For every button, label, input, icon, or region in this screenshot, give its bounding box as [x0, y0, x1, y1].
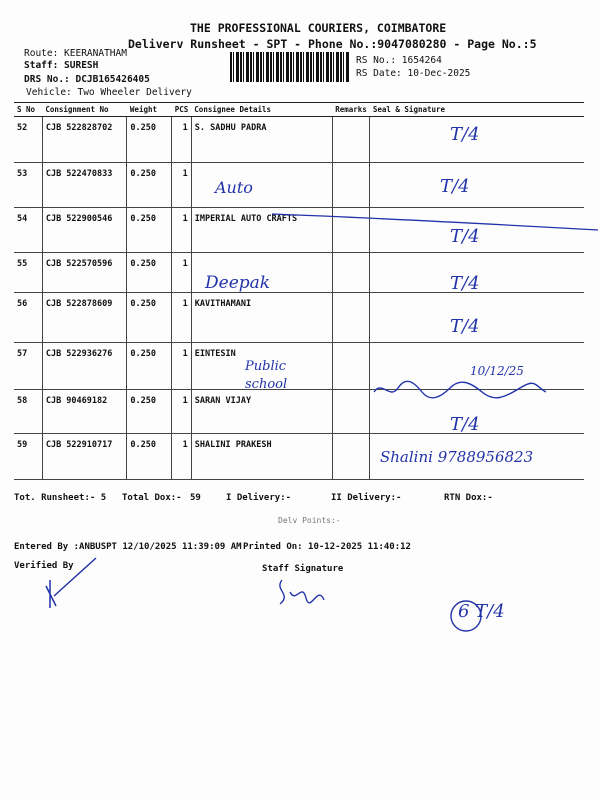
handwritten-signature: T/4: [440, 176, 470, 197]
delivery-points: Delv Points:-: [278, 516, 341, 525]
rs-number: RS No.: 1654264: [356, 55, 442, 66]
vehicle-label: Vehicle: Two Wheeler Delivery: [26, 87, 192, 98]
printed-on: Printed On: 10-12-2025 11:40:12: [243, 542, 411, 552]
row-consignment: CJB 522570596: [42, 253, 127, 293]
row-pcs: 1: [172, 208, 192, 253]
company-title: THE PROFESSIONAL COURIERS, COIMBATORE: [190, 21, 447, 35]
route-label: Route: KEERANATHAM: [24, 48, 127, 59]
handwritten-consignee: Deepak: [205, 273, 271, 293]
row-remarks: [332, 390, 370, 434]
table-row: [14, 117, 584, 163]
row-consignment: CJB 90469182: [42, 390, 127, 434]
rtn-dox: RTN Dox:-: [444, 493, 493, 503]
ii-delivery: II Delivery:-: [331, 493, 402, 503]
row-consignee: KAVITHAMANI: [191, 293, 332, 343]
verified-signature: [36, 556, 106, 612]
row-consignee: [191, 163, 332, 208]
row-weight: 0.250: [127, 208, 172, 253]
col-header-weight: Weight: [127, 103, 172, 117]
row-remarks: [332, 293, 370, 343]
row-sno: 52: [14, 117, 42, 163]
col-header-remarks: Remarks: [332, 103, 370, 117]
row-pcs: 1: [172, 343, 192, 390]
row-pcs: 1: [172, 434, 192, 480]
row-pcs: 1: [172, 117, 192, 163]
col-header-pcs: PCS: [172, 103, 192, 117]
row-consignee: SARAN VIJAY: [191, 390, 332, 434]
row-pcs: 1: [172, 253, 192, 293]
row-sno: 59: [14, 434, 42, 480]
handwritten-date: 10/12/25: [470, 364, 524, 378]
runsheet-table: [14, 102, 584, 480]
row-sno: 57: [14, 343, 42, 390]
tot-runsheet: Tot. Runsheet:- 5: [14, 493, 107, 503]
row-remarks: [332, 343, 370, 390]
col-header-sno: S No: [14, 103, 42, 117]
staff-label: Staff: SURESH: [24, 60, 99, 71]
row-consignment: CJB 522828702: [42, 117, 127, 163]
i-delivery: I Delivery:-: [226, 493, 292, 503]
row-remarks: [332, 117, 370, 163]
handwritten-signature: Shalini 9788956823: [380, 448, 534, 466]
row-remarks: [332, 434, 370, 480]
row-remarks: [332, 253, 370, 293]
row-weight: 0.250: [127, 390, 172, 434]
row-weight: 0.250: [127, 343, 172, 390]
signature-scribble: [370, 378, 550, 402]
handwritten-consignee: Auto: [215, 178, 253, 197]
verified-by-label: Verified By: [14, 561, 74, 571]
row-sno: 54: [14, 208, 42, 253]
table-row: [14, 293, 584, 343]
row-consignment: CJB 522936276: [42, 343, 127, 390]
barcode: [230, 52, 350, 82]
total-dox-label: Total Dox:-: [122, 493, 182, 503]
handwritten-signature: T/4: [450, 273, 480, 294]
col-header-signature: Seal & Signature: [370, 103, 584, 117]
row-signature: [370, 163, 584, 208]
handwritten-signature: T/4: [450, 414, 480, 435]
handwritten-consignee: Public school: [245, 359, 288, 392]
row-weight: 0.250: [127, 117, 172, 163]
row-sno: 56: [14, 293, 42, 343]
row-weight: 0.250: [127, 253, 172, 293]
pen-stroke: [270, 210, 600, 232]
col-header-consignee: Consignee Details: [191, 103, 332, 117]
table-header-row: [14, 103, 584, 117]
row-sno: 53: [14, 163, 42, 208]
staff-signature-label: Staff Signature: [262, 564, 344, 574]
row-consignment: CJB 522910717: [42, 434, 127, 480]
handwritten-signature: T/4: [450, 226, 480, 247]
handwritten-signature: T/4: [450, 124, 480, 145]
row-consignment: CJB 522470833: [42, 163, 127, 208]
row-sno: 55: [14, 253, 42, 293]
rs-date: RS Date: 10-Dec-2025: [356, 68, 471, 79]
row-consignment: CJB 522878609: [42, 293, 127, 343]
row-remarks: [332, 163, 370, 208]
entered-by: Entered By :ANBUSPT 12/10/2025 11:39:09 AM: [14, 542, 242, 552]
row-consignee: SHALINI PRAKESH: [191, 434, 332, 480]
drs-number: DRS No.: DCJB165426405: [24, 74, 150, 85]
row-sno: 58: [14, 390, 42, 434]
row-weight: 0.250: [127, 293, 172, 343]
staff-signature: [272, 574, 332, 614]
row-pcs: 1: [172, 163, 192, 208]
row-pcs: 1: [172, 293, 192, 343]
row-consignee: EINTESIN: [191, 343, 332, 390]
runsheet-subtitle: Deliverv Runsheet - SPT - Phone No.:9047080280 - Page No.:5: [128, 37, 537, 51]
row-pcs: 1: [172, 390, 192, 434]
row-weight: 0.250: [127, 434, 172, 480]
table-row: [14, 163, 584, 208]
total-dox-value: 59: [190, 493, 201, 503]
col-header-consignment: Consignment No: [42, 103, 127, 117]
row-consignee: IMPERIAL AUTO CRAFTS: [191, 208, 332, 253]
row-weight: 0.250: [127, 163, 172, 208]
table-row: [14, 253, 584, 293]
handwritten-signature: T/4: [450, 316, 480, 337]
row-consignment: CJB 522900546: [42, 208, 127, 253]
circled-note: 6 T/4: [458, 601, 505, 622]
row-consignee: S. SADHU PADRA: [191, 117, 332, 163]
